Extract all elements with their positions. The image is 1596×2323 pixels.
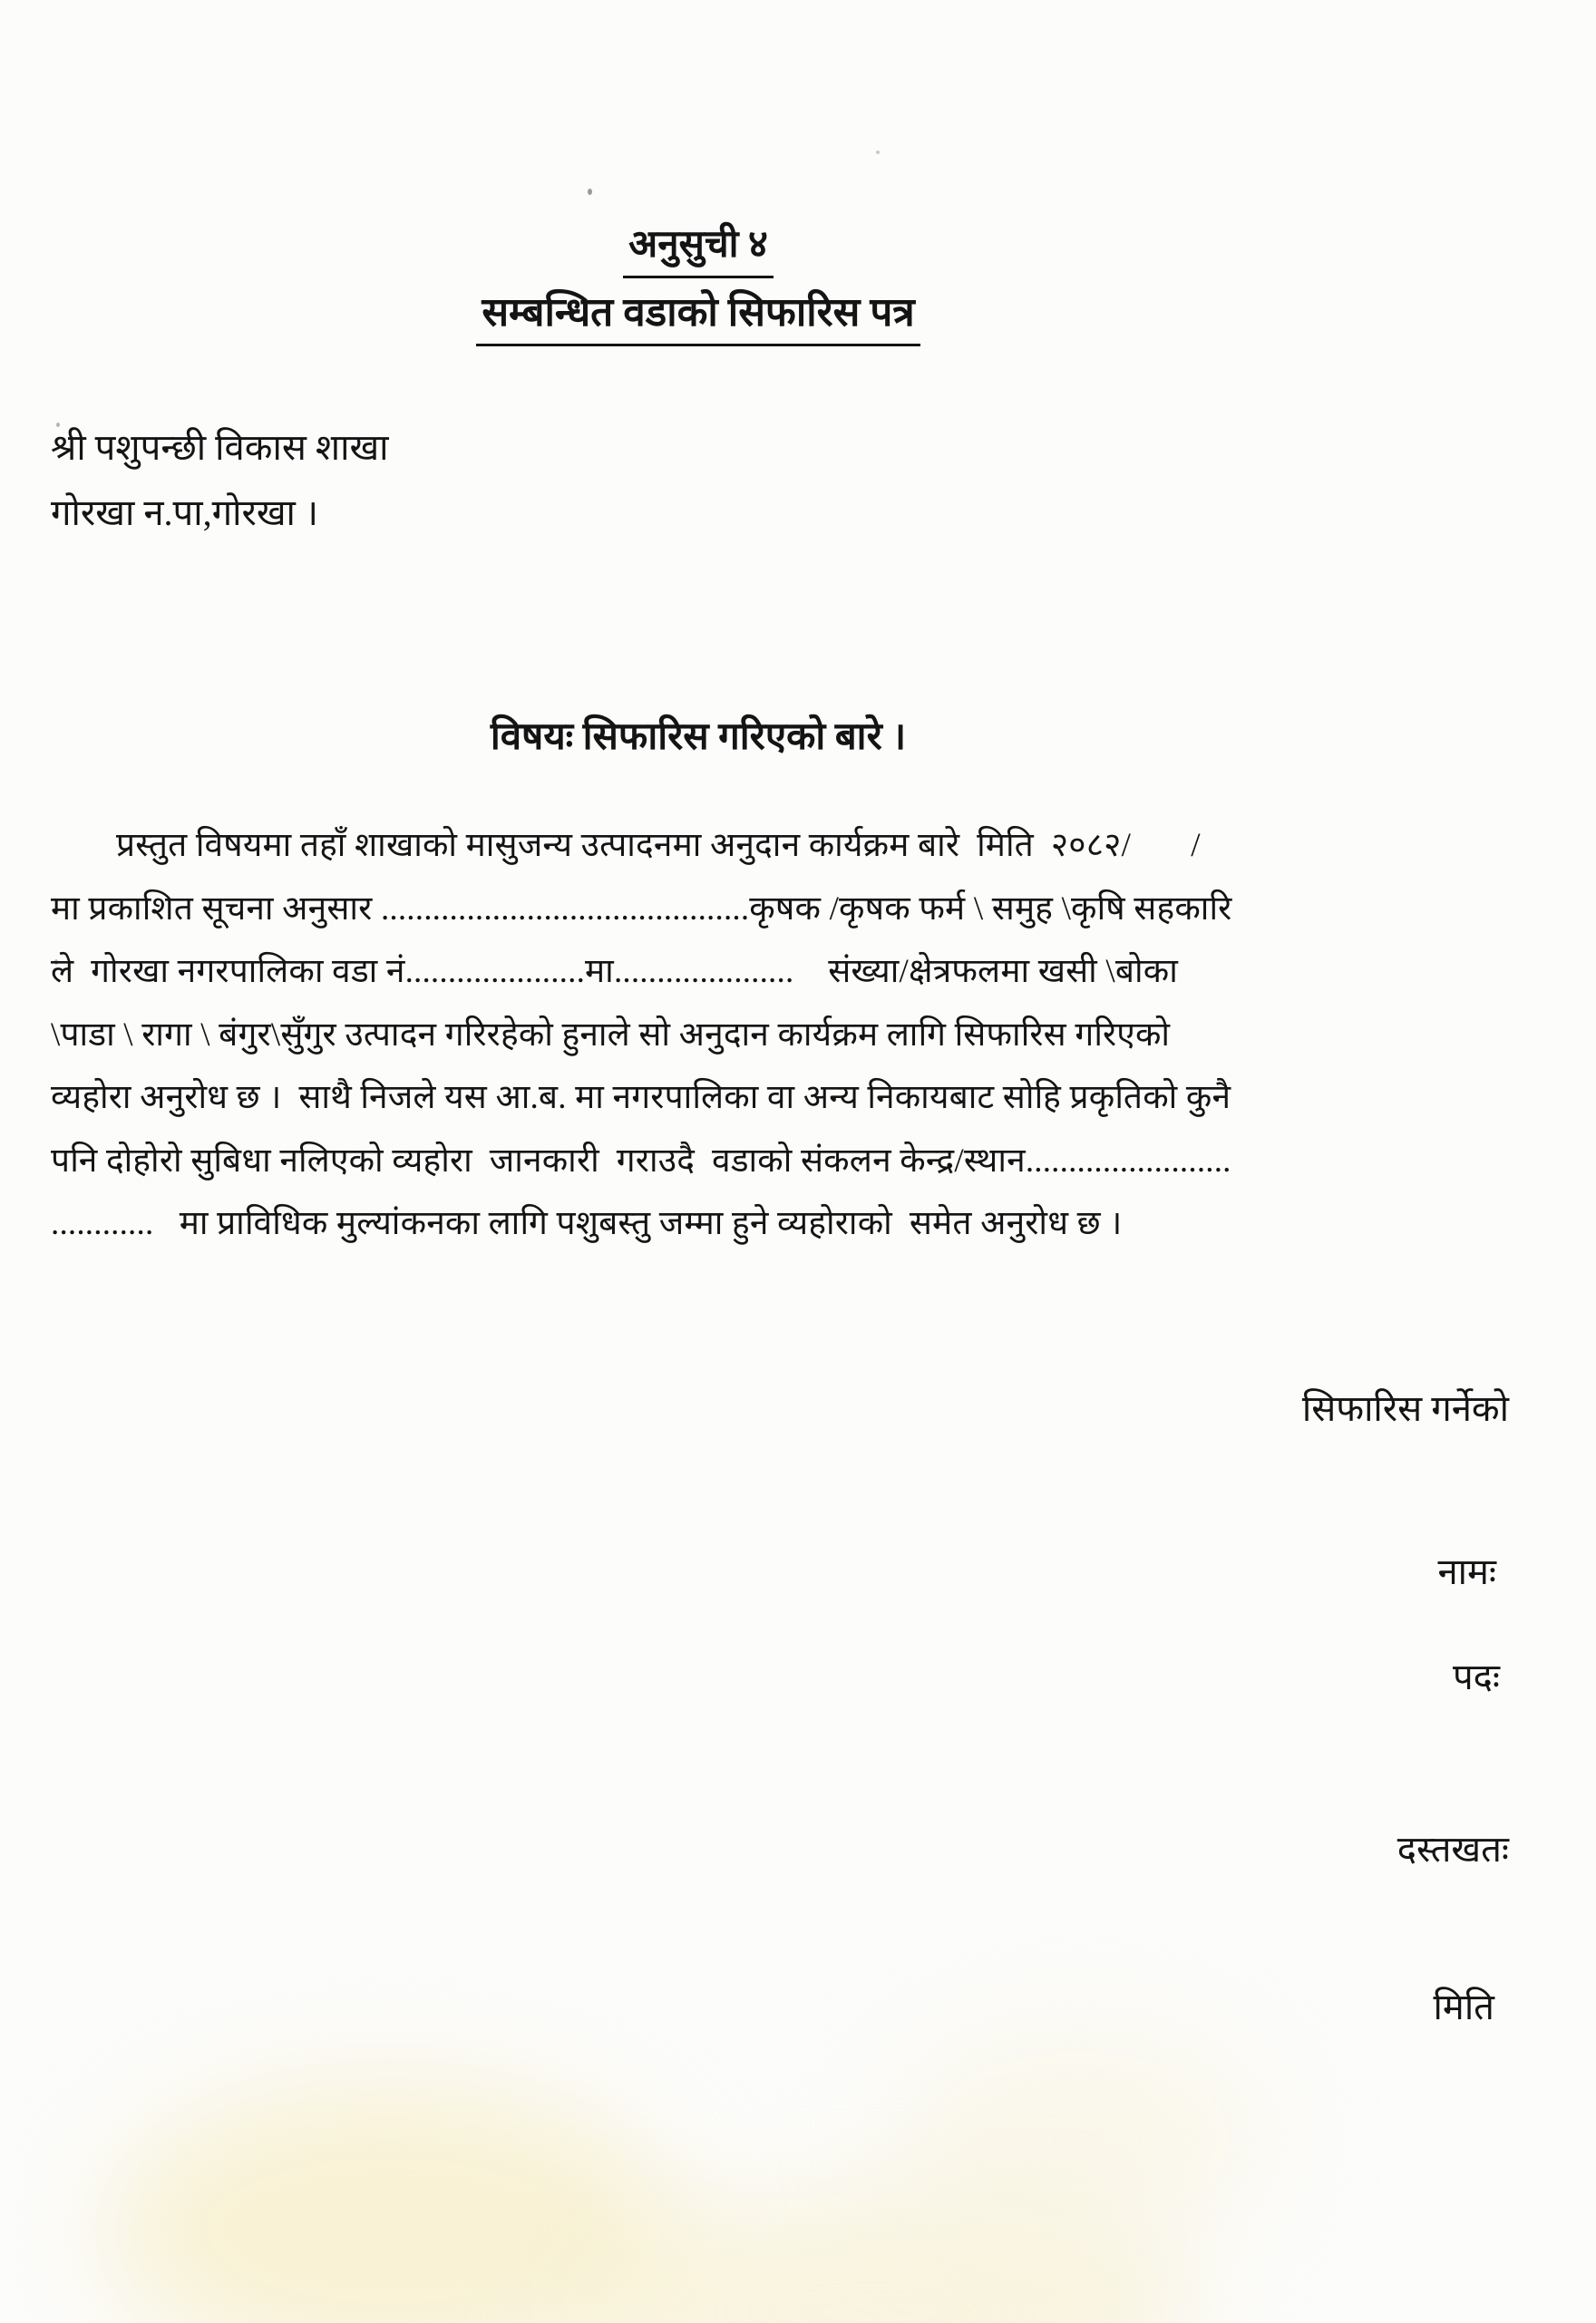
body-line: \पाडा \ रागा \ बंगुर\सुँगुर उत्पादन गरिरहेको हुनाले सो अनुदान कार्यक्रम लागि सिफारिस गरिएको: [51, 1016, 1171, 1054]
scan-stain: [109, 2085, 671, 2323]
signature-date-label: मिति: [1433, 1987, 1494, 2027]
scan-stain: [889, 2031, 1270, 2249]
signature-post-label: पदः: [1452, 1657, 1500, 1697]
body-paragraph: [51, 814, 1525, 1256]
body-line: ............ मा प्राविधिक मुल्यांकनका लागि पशुबस्तु जम्मा हुने व्यहोराको समेत अनुरोध छ ।: [51, 1205, 1123, 1242]
signature-heading: सिफारिस गर्नेको: [1301, 1388, 1509, 1429]
body-line: पनि दोहोरो सुबिधा नलिएको व्यहोरा जानकारी गराउदै वडाको संकलन केन्द्र/स्थान........................: [51, 1142, 1231, 1180]
scan-stain: [562, 2194, 1197, 2323]
scan-speck: [876, 151, 880, 154]
addressee-municipality: गोरखा न.पा,गोरखा ।: [51, 492, 319, 533]
scan-speck: [588, 189, 592, 195]
body-line: मा प्रकाशित सूचना अनुसार ...........................................कृषक /कृषक फर्म \ समुह \कृषि सहकारि: [51, 889, 1232, 928]
signature-sign-label: दस्तखतः: [1396, 1829, 1509, 1870]
document-heading: [0, 216, 1396, 346]
subject-line: विषयः सिफारिस गरिएको बारे ।: [490, 716, 907, 758]
signature-block: [1301, 1382, 1509, 2027]
addressee-department: श्री पशुपन्छी विकास शाखा: [51, 427, 389, 468]
signature-name-label: नामः: [1437, 1551, 1496, 1592]
document-title: सम्बन्धित वडाको सिफारिस पत्र: [476, 284, 920, 346]
body-line: प्रस्तुत विषयमा तहाँ शाखाको मासुजन्य उत्पादनमा अनुदान कार्यक्रम बारे मिति २०८२/ /: [116, 827, 1201, 864]
addressee-block: [51, 415, 389, 546]
body-line: ले गोरखा नगरपालिका वडा नं.....................मा..................... संख्या/क्षेत्रफलमा खसी \बोका: [51, 953, 1178, 990]
body-line: व्यहोरा अनुरोध छ । साथै निजले यस आ.ब. मा नगरपालिका वा अन्य निकायबाट सोहि प्रकृतिको कुनै: [51, 1079, 1231, 1116]
annex-title: अनुसुची ४: [623, 216, 774, 278]
